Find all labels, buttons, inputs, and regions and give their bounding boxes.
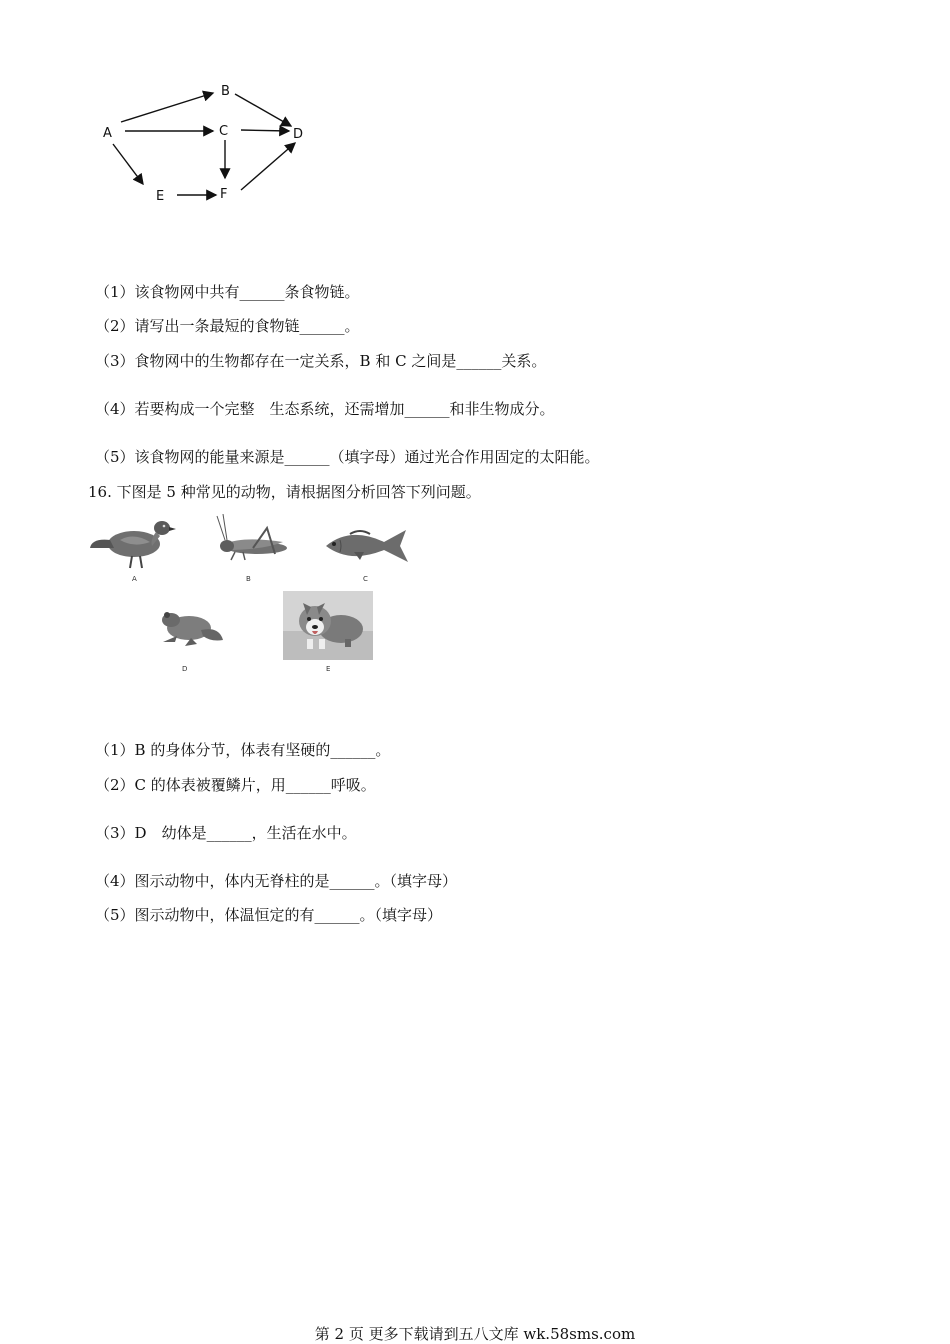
node-e: E — [156, 189, 165, 204]
frog-image — [157, 604, 227, 648]
q15-item-4: （4）若要构成一个完整 生态系统，还需增加______和非生物成分。 — [95, 400, 555, 418]
arrow-a-b — [121, 93, 213, 122]
q15-item-2: （2）请写出一条最短的食物链______。 — [95, 317, 360, 335]
caption-a: A — [132, 575, 137, 583]
q16-item-1: （1）B 的身体分节，体表有坚硬的______。 — [95, 741, 391, 759]
pigeon-image — [90, 514, 180, 572]
caption-e: E — [326, 665, 331, 673]
q15-item-1: （1）该食物网中共有______条食物链。 — [95, 283, 360, 301]
node-f: F — [220, 187, 228, 202]
q16-item-5: （5）图示动物中，体温恒定的有______。（填字母） — [95, 906, 443, 924]
q16-item-3: （3）D 幼体是______，生活在水中。 — [95, 824, 357, 842]
q16-item-2: （2）C 的体表被覆鳞片，用______呼吸。 — [95, 776, 376, 794]
node-c: C — [219, 124, 229, 139]
node-a: A — [103, 126, 112, 141]
arrow-b-d — [235, 94, 291, 126]
grasshopper-image — [213, 514, 295, 564]
node-b: B — [221, 84, 230, 99]
fish-image — [320, 524, 410, 566]
caption-d: D — [182, 665, 188, 673]
q15-item-5: （5）该食物网的能量来源是______（填字母）通过光合作用固定的太阳能。 — [95, 448, 600, 466]
caption-b: B — [246, 575, 251, 583]
q15-item-3: （3）食物网中的生物都存在一定关系，B 和 C 之间是______关系。 — [95, 352, 547, 370]
caption-c: C — [363, 575, 368, 583]
arrow-f-d — [241, 143, 295, 190]
q16-item-4: （4）图示动物中，体内无脊柱的是______。（填字母） — [95, 872, 458, 890]
dog-image — [283, 591, 373, 660]
q16-title: 16. 下图是 5 种常见的动物，请根据图分析回答下列问题。 — [88, 483, 481, 501]
food-web-diagram — [95, 78, 325, 213]
page-footer: 第 2 页 更多下载请到五八文库 wk.58sms.com — [314, 1325, 636, 1343]
arrow-c-d — [241, 130, 289, 131]
node-d: D — [293, 127, 304, 142]
arrow-a-e — [113, 144, 143, 184]
